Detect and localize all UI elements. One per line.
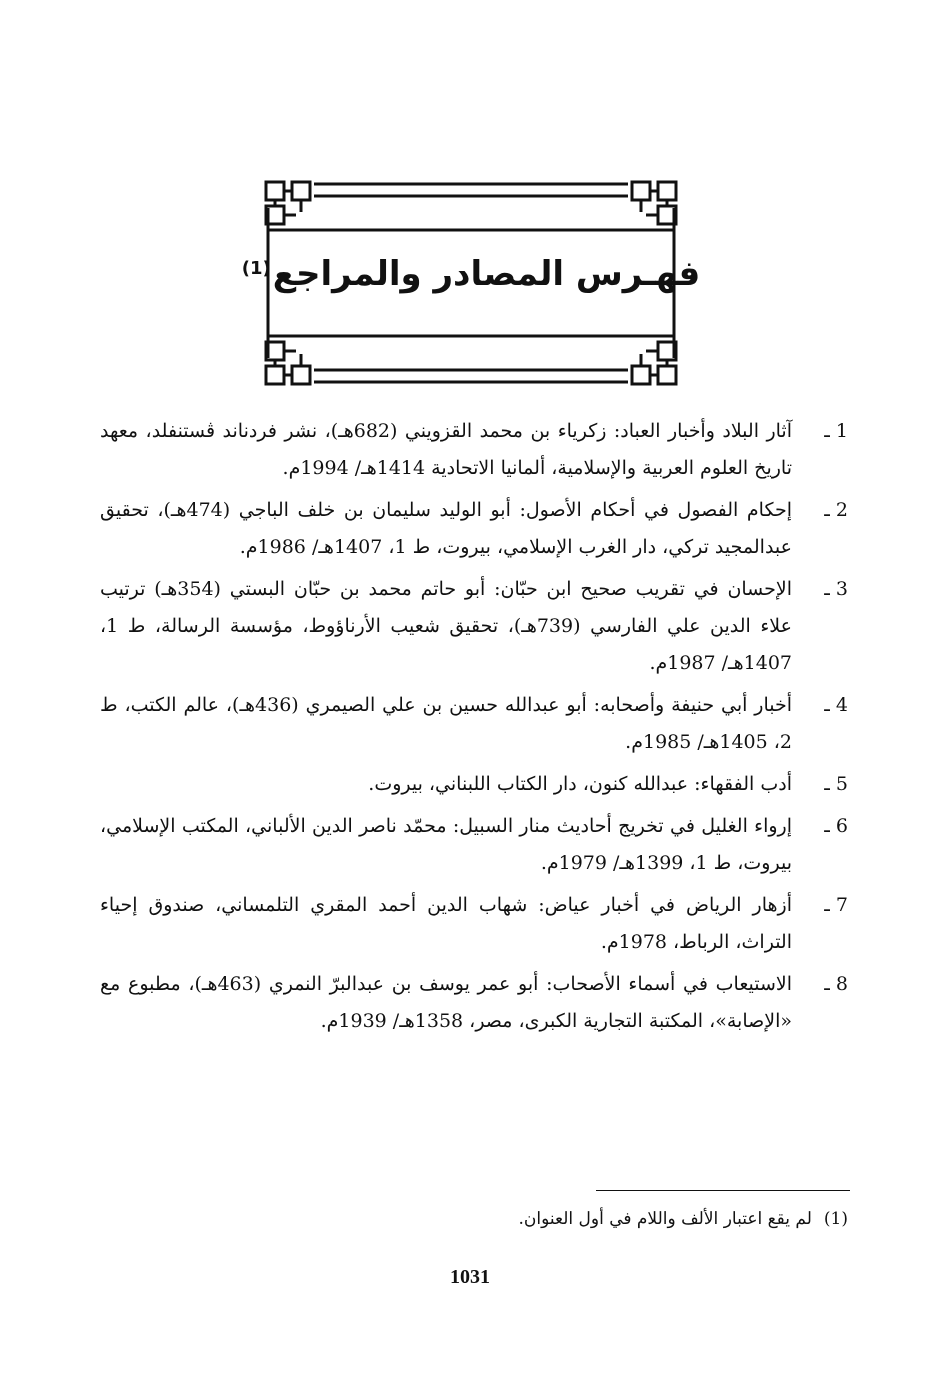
title-footnote-ref: (1) — [241, 257, 271, 279]
title-frame — [241, 178, 701, 388]
entry-text: الاستيعاب في أسماء الأصحاب: أبو عمر يوسف بن عبدالبرّ النمري (463هـ)، مطبوع مع «الإصابة»، المكتبة التجارية الكبرى، مصر، 1358هـ/ 1939م. — [100, 973, 792, 1032]
entry-number: 6 ـ — [824, 815, 848, 837]
entry-text: أخبار أبي حنيفة وأصحابه: أبو عبدالله حسين بن علي الصيمري (436هـ)، عالم الكتب، ط 2، 1405هـ/ 1985م. — [100, 694, 792, 753]
footnote — [518, 1204, 848, 1234]
list-item — [100, 887, 848, 961]
entry-number: 2 ـ — [824, 499, 848, 521]
page-title-text: فهـرس المصادر والمراجع — [272, 254, 701, 294]
list-item — [100, 571, 848, 682]
list-item — [100, 687, 848, 761]
list-item — [100, 766, 848, 803]
footnote-marker: (1) — [823, 1209, 848, 1229]
page-title — [241, 244, 701, 304]
corner-knot-bottom-right — [632, 342, 676, 384]
entry-number: 4 ـ — [824, 694, 848, 716]
entry-number: 7 ـ — [824, 894, 848, 916]
list-item — [100, 966, 848, 1040]
bibliography-list — [100, 413, 848, 1045]
entry-text: إحكام الفصول في أحكام الأصول: أبو الوليد سليمان بن خلف الباجي (474هـ)، تحقيق عبدالمجيد تركي، دار الغرب الإسلامي، بيروت، ط 1، 1407هـ/ 1986م. — [100, 499, 792, 558]
entry-text: الإحسان في تقريب صحيح ابن حبّان: أبو حاتم محمد بن حبّان البستي (354هـ) ترتيب علاء الدين علي الفارسي (739هـ)، تحقيق شعيب الأرناؤوط، مؤسسة الرسالة، ط 1، 1407هـ/ 1987م. — [100, 578, 792, 674]
entry-text: أزهار الرياض في أخبار عياض: شهاب الدين أحمد المقري التلمساني، صندوق إحياء التراث، الرباط، 1978م. — [100, 894, 792, 953]
list-item — [100, 808, 848, 882]
entry-number: 5 ـ — [824, 773, 848, 795]
entry-text: إرواء الغليل في تخريج أحاديث منار السبيل: محمّد ناصر الدين الألباني، المكتب الإسلامي، بيروت، ط 1، 1399هـ/ 1979م. — [100, 815, 792, 874]
corner-knot-top-left — [266, 182, 310, 224]
corner-knot-top-right — [632, 182, 676, 224]
entry-text: أدب الفقهاء: عبدالله كنون، دار الكتاب اللبناني، بيروت. — [368, 773, 792, 795]
footnote-text: لم يقع اعتبار الألف واللام في أول العنوان. — [518, 1209, 812, 1229]
footnote-divider — [596, 1190, 850, 1191]
page-number: 1031 — [450, 1266, 490, 1288]
entry-text: آثار البلاد وأخبار العباد: زكرياء بن محمد القزويني (682هـ)، نشر فردناند ڤستنفلد، معهد تاريخ العلوم العربية والإسلامية، ألمانيا الاتحادية 1414هـ/ 1994م. — [100, 420, 792, 479]
entry-number: 8 ـ — [824, 973, 848, 995]
corner-knot-bottom-left — [266, 342, 310, 384]
list-item — [100, 492, 848, 566]
entry-number: 1 ـ — [824, 420, 848, 442]
list-item — [100, 413, 848, 487]
entry-number: 3 ـ — [824, 578, 848, 600]
